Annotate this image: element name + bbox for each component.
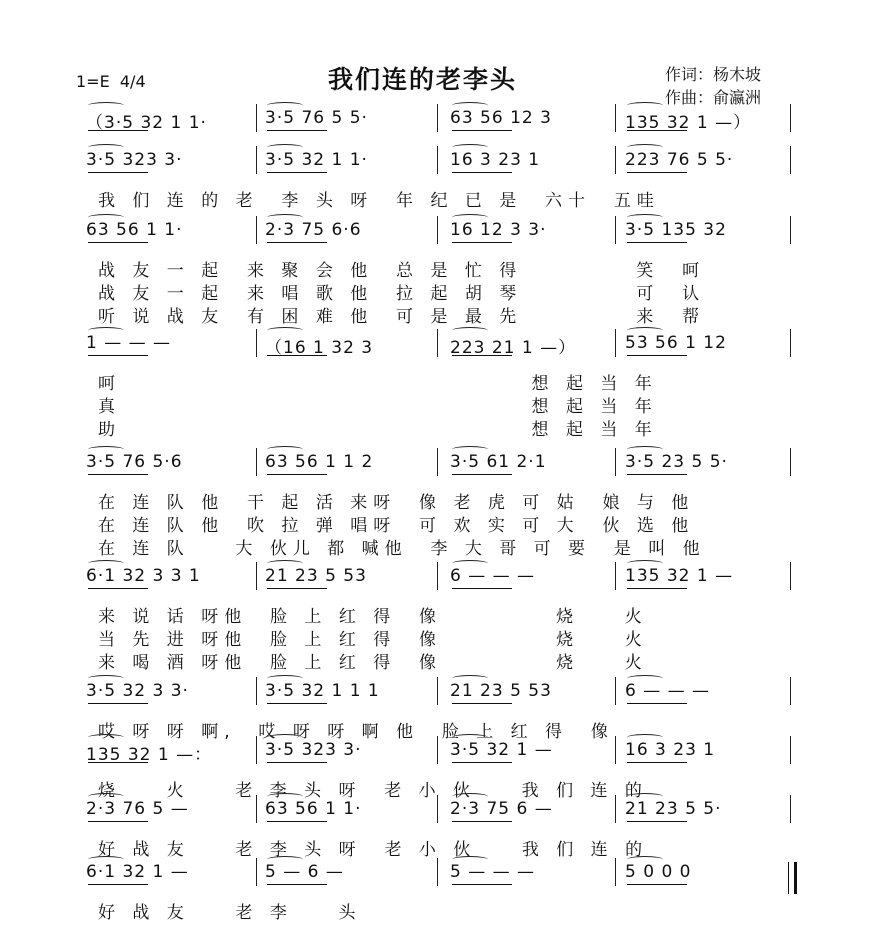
measure-9-2: 63 56 1 1· bbox=[265, 799, 362, 819]
bar-line bbox=[437, 736, 438, 764]
lyric-line: 当 先 进 呀他 脸 上 红 得 像 烧 火 bbox=[98, 630, 648, 650]
bar-line bbox=[615, 216, 616, 244]
measure-2-3: 16 3 23 1 bbox=[450, 150, 541, 170]
slur bbox=[452, 734, 488, 741]
slur bbox=[267, 102, 303, 109]
slur bbox=[627, 793, 663, 800]
measure-5-1: 3·5 76 5·6 bbox=[86, 452, 183, 472]
beam-line bbox=[452, 474, 512, 475]
bar-line bbox=[437, 216, 438, 244]
beam-line bbox=[452, 703, 512, 704]
slur bbox=[88, 734, 124, 741]
measure-10-3: 5 — — — bbox=[450, 862, 536, 882]
bar-line bbox=[790, 736, 791, 764]
beam-line bbox=[88, 474, 148, 475]
bar-line bbox=[615, 146, 616, 174]
bar-line bbox=[790, 216, 791, 244]
slur bbox=[627, 446, 663, 453]
bar-line bbox=[256, 329, 257, 357]
lyric-line: 好 战 友 老 李 头 bbox=[98, 903, 362, 923]
measure-2-2: 3·5 32 1 1· bbox=[265, 150, 368, 170]
measure-8-3: 3·5 32 1 — bbox=[450, 740, 553, 760]
bar-line bbox=[790, 677, 791, 705]
lyric-line: 在 连 队 大 伙儿 都 喊他 李 大 哥 可 要 是 叫 他 bbox=[98, 539, 706, 559]
beam-line bbox=[627, 762, 687, 763]
beam-line bbox=[88, 172, 148, 173]
measure-8-2: 3·5 323 3· bbox=[265, 740, 362, 760]
bar-line bbox=[437, 562, 438, 590]
beam-line bbox=[452, 242, 512, 243]
beam-line bbox=[267, 884, 327, 885]
slur bbox=[627, 734, 663, 741]
beam-line bbox=[88, 821, 148, 822]
measure-10-2: 5 — 6 — bbox=[265, 862, 344, 882]
slur bbox=[88, 327, 124, 334]
slur bbox=[627, 327, 663, 334]
bar-line bbox=[437, 677, 438, 705]
bar-line bbox=[615, 562, 616, 590]
slur bbox=[452, 675, 488, 682]
measure-3-1: 63 56 1 1· bbox=[86, 220, 183, 240]
measure-7-1: 3·5 32 3 3· bbox=[86, 681, 189, 701]
beam-line bbox=[267, 130, 327, 131]
bar-line bbox=[437, 795, 438, 823]
beam-line bbox=[452, 762, 512, 763]
slur bbox=[267, 560, 303, 567]
measure-6-2: 21 23 5 53 bbox=[265, 566, 367, 586]
beam-line bbox=[627, 884, 687, 885]
lyric-line: 真 想 起 当 年 bbox=[98, 397, 658, 417]
measure-1-4: 135 32 1 —） bbox=[625, 113, 752, 133]
beam-line bbox=[267, 821, 327, 822]
lyric-line: 在 连 队 他 吹 拉 弹 唱呀 可 欢 实 可 大 伙 选 他 bbox=[98, 516, 695, 536]
beam-line bbox=[88, 884, 148, 885]
lyric-line: 好 战 友 老 李 头 呀 老 小 伙 我 们 连 的 bbox=[98, 840, 649, 860]
slur bbox=[452, 856, 488, 863]
bar-line bbox=[437, 858, 438, 886]
bar-line bbox=[615, 736, 616, 764]
measure-2-4: 223 76 5 5· bbox=[625, 150, 734, 170]
final-barline-thin bbox=[788, 862, 789, 894]
slur bbox=[267, 675, 303, 682]
beam-line bbox=[452, 172, 512, 173]
measure-1-1: （3·5 32 1 1· bbox=[86, 113, 207, 133]
measure-5-3: 3·5 61 2·1 bbox=[450, 452, 547, 472]
measure-4-1: 1 — — — bbox=[86, 333, 172, 353]
slur bbox=[267, 327, 303, 334]
bar-line bbox=[256, 104, 257, 132]
bar-line bbox=[790, 795, 791, 823]
bar-line bbox=[256, 216, 257, 244]
bar-line bbox=[790, 448, 791, 476]
measure-9-1: 2·3 76 5 — bbox=[86, 799, 189, 819]
measure-4-4: 53 56 1 12 bbox=[625, 333, 727, 353]
slur bbox=[267, 793, 303, 800]
measure-10-4: 5 0 0 0 bbox=[625, 862, 692, 882]
measure-10-1: 6·1 32 1 — bbox=[86, 862, 189, 882]
final-barline-thick bbox=[794, 862, 797, 894]
beam-line bbox=[627, 172, 687, 173]
slur bbox=[88, 144, 124, 151]
lyric-line: 我 们 连 的 老 李 头 呀 年 纪 已 是 六十 五哇 bbox=[98, 191, 660, 211]
lyric-line: 哎 呀 呀 啊, 哎 呀 呀 啊 他 脸 上 红 得 像 bbox=[98, 722, 614, 742]
bar-line bbox=[256, 146, 257, 174]
slur bbox=[627, 144, 663, 151]
measure-1-3: 63 56 12 3 bbox=[450, 108, 552, 128]
slur bbox=[452, 560, 488, 567]
measure-6-3: 6 — — — bbox=[450, 566, 536, 586]
measure-4-2: （16 1 32 3 bbox=[265, 338, 374, 358]
bar-line bbox=[256, 448, 257, 476]
beam-line bbox=[88, 355, 148, 356]
slur bbox=[452, 327, 488, 334]
slur bbox=[627, 856, 663, 863]
bar-line bbox=[256, 858, 257, 886]
measure-2-1: 3·5 323 3· bbox=[86, 150, 183, 170]
slur bbox=[267, 446, 303, 453]
beam-line bbox=[627, 355, 687, 356]
slur bbox=[452, 144, 488, 151]
lyric-line: 听 说 战 友 有 困 难 他 可 是 最 先 来 帮 bbox=[98, 307, 706, 327]
slur bbox=[452, 793, 488, 800]
beam-line bbox=[88, 588, 148, 589]
slur bbox=[627, 560, 663, 567]
slur bbox=[88, 560, 124, 567]
bar-line bbox=[437, 104, 438, 132]
bar-line bbox=[437, 146, 438, 174]
measure-3-4: 3·5 135 32 bbox=[625, 220, 727, 240]
beam-line bbox=[267, 172, 327, 173]
measure-6-4: 135 32 1 — bbox=[625, 566, 734, 586]
beam-line bbox=[627, 474, 687, 475]
measure-4-3: 223 21 1 —） bbox=[450, 338, 577, 358]
slur bbox=[267, 856, 303, 863]
slur bbox=[452, 214, 488, 221]
measure-9-4: 21 23 5 5· bbox=[625, 799, 722, 819]
beam-line bbox=[452, 821, 512, 822]
slur bbox=[627, 214, 663, 221]
lyric-line: 呵 想 起 当 年 bbox=[98, 374, 658, 394]
measure-1-2: 3·5 76 5 5· bbox=[265, 108, 368, 128]
measure-6-1: 6·1 32 3 3 1 bbox=[86, 566, 201, 586]
measure-8-4: 16 3 23 1 bbox=[625, 740, 716, 760]
beam-line bbox=[627, 130, 687, 131]
slur bbox=[88, 675, 124, 682]
lyric-line: 助 想 起 当 年 bbox=[98, 420, 658, 440]
bar-line bbox=[790, 146, 791, 174]
bar-line bbox=[615, 329, 616, 357]
slur bbox=[452, 102, 488, 109]
slur bbox=[267, 734, 303, 741]
beam-line bbox=[88, 242, 148, 243]
lyricist-credit: 作词：杨木坡 bbox=[665, 65, 762, 84]
lyric-line: 烧 火 老 李 头 呀 老 小 伙 我 们 连 的 bbox=[98, 781, 648, 801]
bar-line bbox=[615, 858, 616, 886]
beam-line bbox=[267, 762, 327, 763]
measure-9-3: 2·3 75 6 — bbox=[450, 799, 553, 819]
beam-line bbox=[627, 821, 687, 822]
bar-line bbox=[256, 562, 257, 590]
bar-line bbox=[615, 677, 616, 705]
slur bbox=[452, 446, 488, 453]
beam-line bbox=[267, 355, 327, 356]
beam-line bbox=[267, 242, 327, 243]
slur bbox=[88, 214, 124, 221]
bar-line bbox=[256, 677, 257, 705]
slur bbox=[627, 675, 663, 682]
lyric-line: 在 连 队 他 干 起 活 来呀 像 老 虎 可 姑 娘 与 他 bbox=[98, 493, 695, 513]
beam-line bbox=[267, 474, 327, 475]
bar-line bbox=[256, 795, 257, 823]
beam-line bbox=[88, 130, 148, 131]
beam-line bbox=[267, 588, 327, 589]
bar-line bbox=[615, 795, 616, 823]
bar-line bbox=[615, 448, 616, 476]
measure-7-2: 3·5 32 1 1 1 bbox=[265, 681, 380, 701]
lyric-line: 战 友 一 起 来 唱 歌 他 拉 起 胡 琴 可 认 bbox=[98, 284, 706, 304]
slur bbox=[267, 144, 303, 151]
beam-line bbox=[452, 130, 512, 131]
beam-line bbox=[88, 703, 148, 704]
lyric-line: 来 喝 酒 呀他 脸 上 红 得 像 烧 火 bbox=[98, 653, 648, 673]
measure-5-2: 63 56 1 1 2 bbox=[265, 452, 374, 472]
bar-line bbox=[615, 104, 616, 132]
slur bbox=[88, 856, 124, 863]
bar-line bbox=[790, 562, 791, 590]
lyric-line: 来 说 话 呀他 脸 上 红 得 像 烧 火 bbox=[98, 607, 648, 627]
page-title: 我们连的老李头 bbox=[328, 65, 518, 94]
measure-7-3: 21 23 5 53 bbox=[450, 681, 552, 701]
bar-line bbox=[256, 736, 257, 764]
measure-3-2: 2·3 75 6·6 bbox=[265, 220, 362, 240]
slur bbox=[88, 793, 124, 800]
beam-line bbox=[627, 703, 687, 704]
bar-line bbox=[437, 448, 438, 476]
beam-line bbox=[627, 588, 687, 589]
bar-line bbox=[790, 104, 791, 132]
measure-5-4: 3·5 23 5 5· bbox=[625, 452, 728, 472]
bar-line bbox=[790, 329, 791, 357]
beam-line bbox=[627, 242, 687, 243]
composer-credit: 作曲：俞瀛洲 bbox=[665, 88, 762, 107]
measure-8-1: 135 32 1 —： bbox=[86, 745, 213, 765]
key-signature: 1=E 4/4 bbox=[76, 72, 146, 91]
lyric-line: 战 友 一 起 来 聚 会 他 总 是 忙 得 笑 呵 bbox=[98, 261, 706, 281]
beam-line bbox=[267, 703, 327, 704]
slur bbox=[88, 446, 124, 453]
beam-line bbox=[452, 588, 512, 589]
slur bbox=[627, 102, 663, 109]
measure-3-3: 16 12 3 3· bbox=[450, 220, 547, 240]
beam-line bbox=[452, 884, 512, 885]
slur bbox=[267, 214, 303, 221]
bar-line bbox=[437, 329, 438, 357]
beam-line bbox=[452, 355, 512, 356]
beam-line bbox=[88, 762, 148, 763]
slur bbox=[88, 102, 124, 109]
measure-7-4: 6 — — — bbox=[625, 681, 711, 701]
